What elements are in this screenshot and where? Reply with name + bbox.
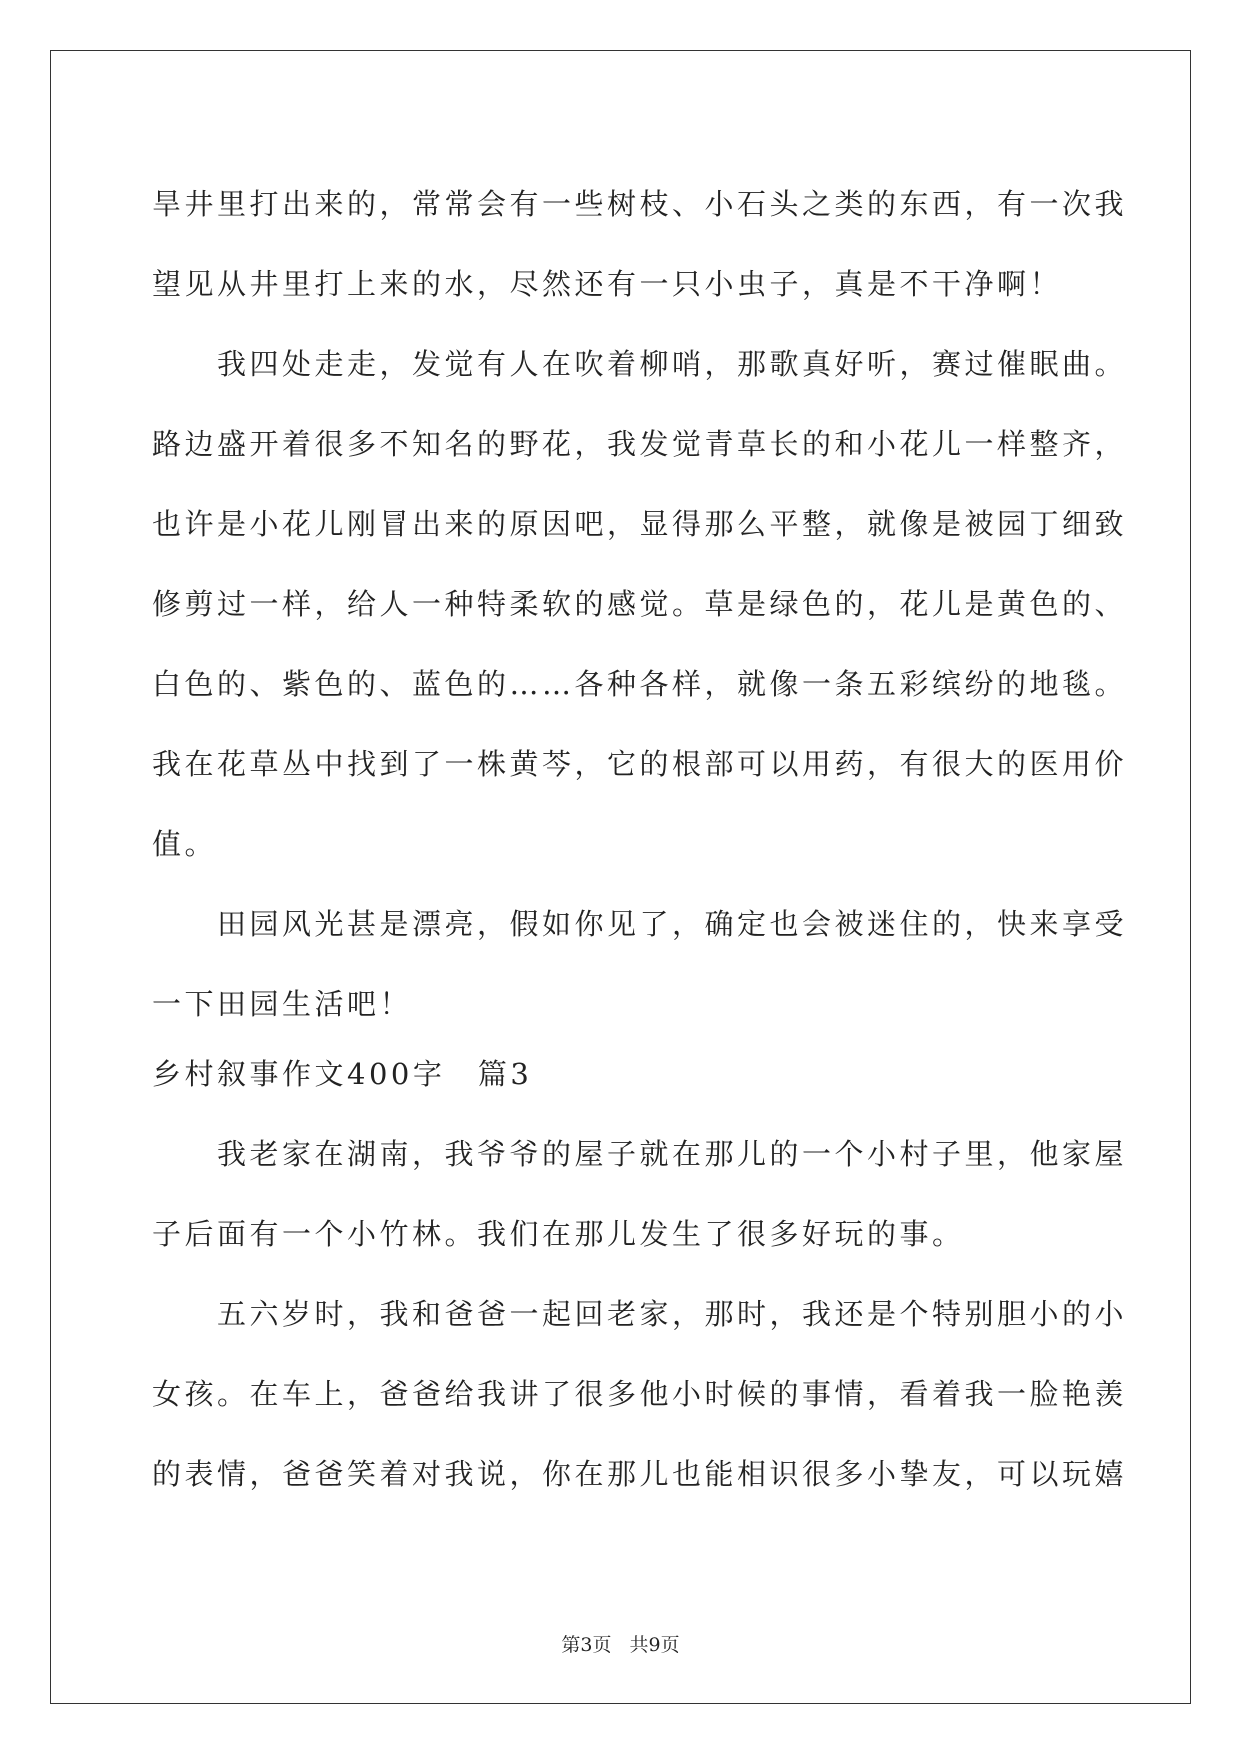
section-heading: 乡村叙事作文400字 篇3 <box>152 1057 533 1091</box>
page-footer <box>0 1630 1241 1657</box>
document-body <box>152 164 1128 1514</box>
text-line: 值。 <box>152 827 218 861</box>
text-line: 我四处走走，发觉有人在吹着柳哨，那歌真好听，赛过催眠曲。 <box>152 347 1128 381</box>
text-line: 田园风光甚是漂亮，假如你见了，确定也会被迷住的，快来享受 <box>152 907 1128 941</box>
text-line: 我在花草丛中找到了一株黄芩，它的根部可以用药，有很大的医用价 <box>152 747 1128 781</box>
text-line: 路边盛开着很多不知名的野花，我发觉青草长的和小花儿一样整齐， <box>152 427 1128 461</box>
text-line: 的表情，爸爸笑着对我说，你在那儿也能相识很多小挚友，可以玩嬉 <box>152 1457 1128 1491</box>
text-line: 望见从井里打上来的水，尽然还有一只小虫子，真是不干净啊！ <box>152 267 1063 301</box>
text-line: 女孩。在车上，爸爸给我讲了很多他小时候的事情，看着我一脸艳羡 <box>152 1377 1128 1411</box>
text-line: 白色的、紫色的、蓝色的……各种各样，就像一条五彩缤纷的地毯。 <box>152 667 1128 701</box>
text-line: 也许是小花儿刚冒出来的原因吧，显得那么平整，就像是被园丁细致 <box>152 507 1128 541</box>
text-line: 一下田园生活吧！ <box>152 987 413 1021</box>
text-line: 五六岁时，我和爸爸一起回老家，那时，我还是个特别胆小的小 <box>152 1297 1128 1331</box>
text-line: 修剪过一样，给人一种特柔软的感觉。草是绿色的，花儿是黄色的、 <box>152 587 1128 621</box>
text-line: 我老家在湖南，我爷爷的屋子就在那儿的一个小村子里，他家屋 <box>152 1137 1128 1171</box>
text-line: 子后面有一个小竹林。我们在那儿发生了很多好玩的事。 <box>152 1217 965 1251</box>
text-line: 旱井里打出来的，常常会有一些树枝、小石头之类的东西，有一次我 <box>152 187 1128 221</box>
page-number: 第3页 <box>561 1634 612 1656</box>
page-total: 共9页 <box>629 1634 680 1656</box>
